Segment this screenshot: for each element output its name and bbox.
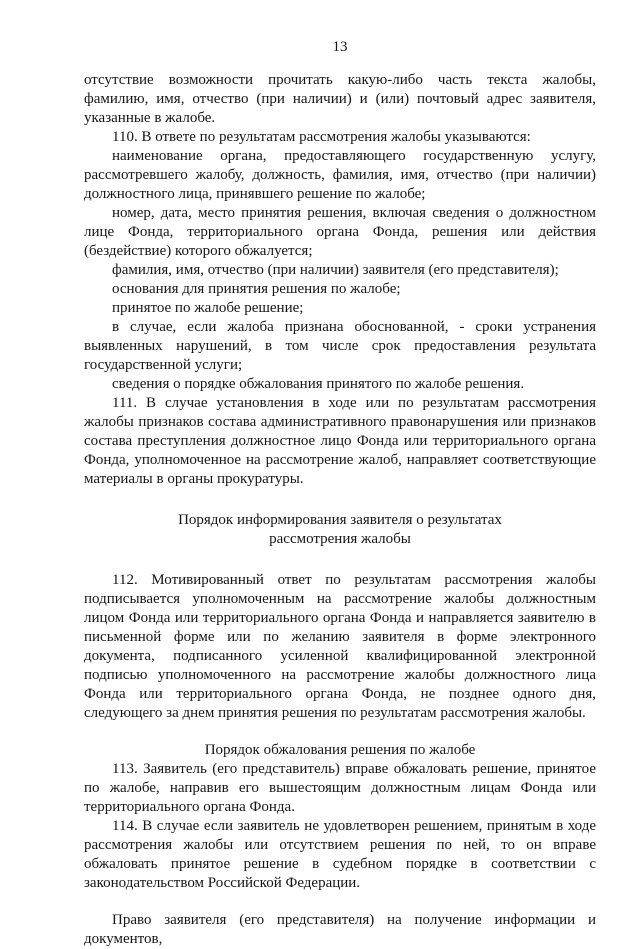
- section-heading-rights: Право заявителя (его представителя) на получение информации и документов,: [84, 912, 596, 947]
- paragraph-112: 112. Мотивированный ответ по результатам рассмотрения жалобы подписывается уполномоченным на рассмотрение жалобы должностным лицом Фонда или территориального органа Фонда и направляется заявителю в письменной форме или по желанию заявителя в форме электронного документа, подписанного усиленной квалифицированной электронной подписью уполномоченного на рассмотрение жалобы должностного лица Фонда или территориального органа Фонда, не позднее одного дня, следующего за днем принятия решения по результатам рассмотрения жалобы.: [84, 572, 596, 721]
- list-item-authority-name: наименование органа, предоставляющего государственную услугу, рассмотревшего жалобу, должность, фамилия, имя, отчество (при наличии) должностного лица, принявшего решение по жалобе;: [84, 148, 596, 202]
- list-item-remedy-terms: в случае, если жалоба признана обоснованной, - сроки устранения выявленных нарушений, в том числе срок предоставления результата государственной услуги;: [84, 319, 596, 373]
- list-item-appeal-procedure: сведения о порядке обжалования принятого по жалобе решения.: [112, 376, 525, 392]
- section-heading-inform-line-2: рассмотрения жалобы: [269, 531, 411, 547]
- list-item-applicant-name: фамилия, имя, отчество (при наличии) заявителя (его представителя);: [112, 262, 559, 278]
- paragraph-111: 111. В случае установления в ходе или по результатам рассмотрения жалобы признаков состава административного правонарушения или признаков состава преступления должностное лицо Фонда или территориального органа Фонда, уполномоченное на рассмотрение жалоб, направляет соответствующие материалы в органы прокуратуры.: [84, 395, 596, 487]
- list-item-decision-details: номер, дата, место принятия решения, включая сведения о должностном лице Фонда, территориального органа Фонда, решения или действия (бездействие) которого обжалуется;: [84, 205, 596, 259]
- paragraph-continuation: отсутствие возможности прочитать какую-либо часть текста жалобы, фамилию, имя, отчество (при наличии) и (или) почтовый адрес заявителя, указанные в жалобе.: [84, 72, 596, 126]
- list-item-decision: принятое по жалобе решение;: [112, 300, 304, 316]
- paragraph-113: 113. Заявитель (его представитель) вправе обжаловать решение, принятое по жалобе, направив его вышестоящим должностным лицам Фонда или территориального органа Фонда.: [84, 761, 596, 815]
- section-heading-appeal: Порядок обжалования решения по жалобе: [204, 742, 476, 758]
- list-item-decision-grounds: основания для принятия решения по жалобе;: [112, 281, 401, 297]
- section-heading-inform-line-1: Порядок информирования заявителя о результатах: [178, 512, 502, 528]
- page-number: 13: [332, 39, 348, 55]
- paragraph-110: 110. В ответе по результатам рассмотрения жалобы указываются:: [112, 129, 531, 145]
- paragraph-114: 114. В случае если заявитель не удовлетворен решением, принятым в ходе рассмотрения жалобы или отсутствием решения по ней, то он вправе обжаловать принятое решение в судебном порядке в соответствии с законодательством Российской Федерации.: [84, 818, 596, 891]
